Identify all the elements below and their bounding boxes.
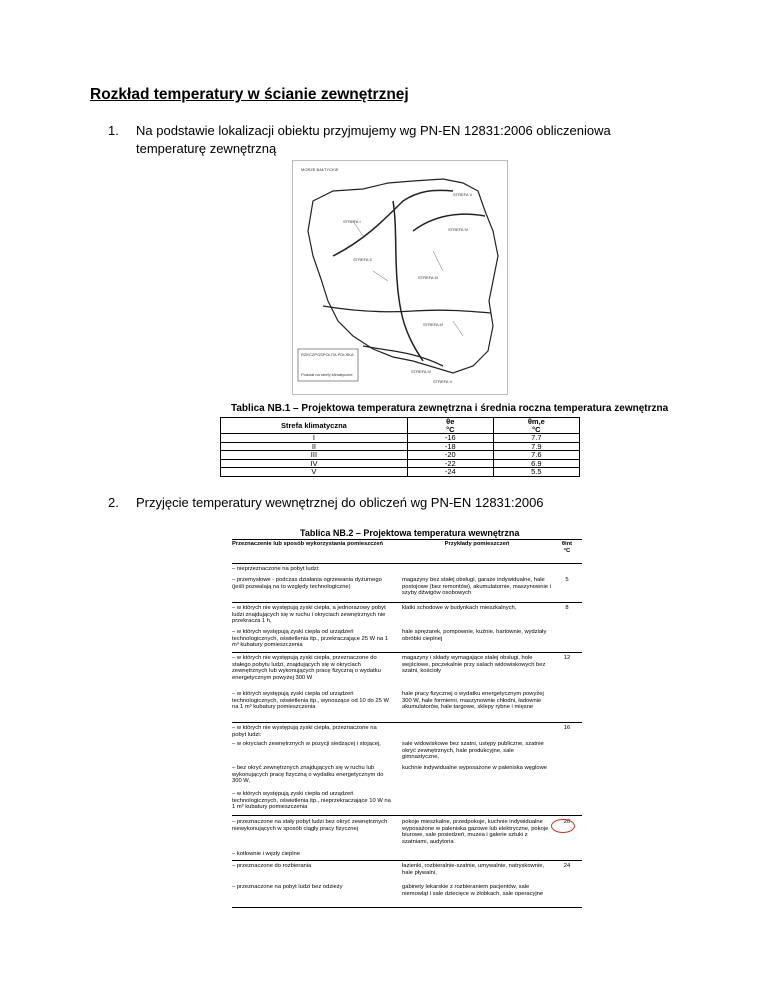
map-label: STREFA I (343, 219, 361, 224)
map-label: Podział na strefy klimatyczne (301, 372, 353, 377)
table-header-row (221, 418, 580, 434)
list-item-number: 1. (108, 123, 119, 138)
header-te: θe °C (407, 418, 493, 434)
map-label: STREFA IV (411, 369, 432, 374)
highlight-circle (551, 819, 575, 833)
list-item (108, 494, 668, 514)
list-item-text: Przyjęcie temperatury wewnętrznej do obliczeń wg PN-EN 12831:2006 (136, 495, 544, 510)
list-item-number: 2. (108, 495, 119, 510)
table-row: I -16 7.7 (221, 434, 580, 443)
document-heading: Rozkład temperatury w ścianie zewnętrznej (90, 86, 409, 103)
table-row: V -24 5.5 (221, 468, 580, 477)
list-item-text: Na podstawie lokalizacji obiektu przyjmujemy wg PN-EN 12831:2006 obliczeniowa temperaturę zewnętrzną (136, 123, 611, 156)
table1-outdoor-temperature (220, 417, 580, 477)
table-row: II -18 7.9 (221, 442, 580, 451)
table-row: III -20 7.6 (221, 451, 580, 460)
table2-title: Tablica NB.2 – Projektowa temperatura wewnętrzna (300, 528, 520, 538)
table1-title: Tablica NB.1 – Projektowa temperatura zewnętrzna i średnia roczna temperatura zewnętrzna (231, 403, 669, 414)
table-row: IV -22 6.9 (221, 459, 580, 468)
header-zone: Strefa klimatyczna (221, 418, 408, 434)
map-label: STREFA II (353, 257, 372, 262)
map-label: MORZE BAŁTYCKIE (301, 167, 339, 172)
map-label: STREFA IV (448, 227, 469, 232)
map-label: STREFA III (418, 275, 438, 280)
table2-indoor-temperature: Przeznaczenie lub sposób wykorzystania pomieszczeń Przykłady pomieszczeń θint °C – nieprzeznaczone na pobyt ludzi: – przemysłowe - podczas działania ogrzewania dyżurnego (jeśli pozwalają na to względy technologiczne) magazyny bez stałej obsługi, garaże indywidualne, hale postojowe (bez remontów), akumulatornie, maszynownie i szyby dźwigów osobowych 5 – w których nie występują zyski ciepła, a jednorazowy pobyt ludzi znajdujących się w ruchu i okryciach zewnętrznych nie przekracza 1 h, klatki schodowe w budynkach mieszkalnych, 8 – w których występują zyski ciepła od urządzeń technologicznych, oświetlenia itp., przekraczające 25 W na 1 m³ kubatury pomieszczenia hale sprężarek, pompownie, kuźnie, hartownie, wydziały obróbki cieplnej – w których nie występują zyski ciepła, przeznaczone do stałego pobytu ludzi, znajdujących się w okryciach zewnętrznych lub wykonujących pracę fizyczną o wydatku energetycznym powyżej 300 W magazyny i składy wymagające stałej obsługi, hole wejściowe, poczekalnie przy salach widowiskowych bez szatni, kościoły 12 – w których występują zyski ciepła od urządzeń technologicznych, oświetlenia itp., wynoszące od 10 do 25 W na 1 m³ kubatury pomieszczenia hale pracy fizycznej o wydatku energetycznym powyżej 300 W, hale formierni, maszynownie chłodni, ładownie akumulatorów, hale targowe, sklepy rybne i mięsne – w których nie występują zyski ciepła, przeznaczone na pobyt ludzi: 16 – w okryciach zewnętrznych w pozycji siedzącej i stojącej, sale widowiskowe bez szatni, ustępy publiczne, szatnie okryć zewnętrznych, hale produkcyjne, sale gimnastyczne, – bez okryć zewnętrznych znajdujących się w ruchu lub wykonujących pracę fizyczną o wydatku energetycznym do 300 W, kuchnie indywidualne wyposażone w paleniska węglowe – w których występują zyski ciepła od urządzeń technologicznych, oświetlenia itp., nieprzekraczające 10 W na 1 m³ kubatury pomieszczenia – przeznaczone na stały pobyt ludzi bez okryć zewnętrznych niewykonujących w sposób ciągły pracy fizycznej pokoje mieszkalne, przedpokoje, kuchnie indywidualne wyposażone w paleniska gazowe lub elektryczne, pokoje biurowe, sale posiedzeń, muzea i galerie sztuki z szatniami, audytoria 20 – kotłownie i węzły cieplne – przeznaczone do rozbierania łazienki, rozbieralnie-szatnie, umywalnie, natryskownie, hale pływalni, 24 – przeznaczone na pobyt ludzi bez odzieży gabinety lekarskie z rozbieraniem pacjentów, sale niemowląt i sale dziecięce w żłobkach, sale operacyjne (232, 539, 582, 909)
map-label: RZECZPOSPOLITA POLSKA (301, 352, 354, 357)
list-item (108, 122, 668, 162)
map-label: STREFA V (453, 192, 473, 197)
map-label: STREFA V (433, 379, 453, 384)
map-label: STREFA III (423, 322, 443, 327)
poland-outline-drawing (293, 161, 507, 394)
header-tm: θm,e °C (493, 418, 579, 434)
climate-zone-map (292, 160, 508, 395)
